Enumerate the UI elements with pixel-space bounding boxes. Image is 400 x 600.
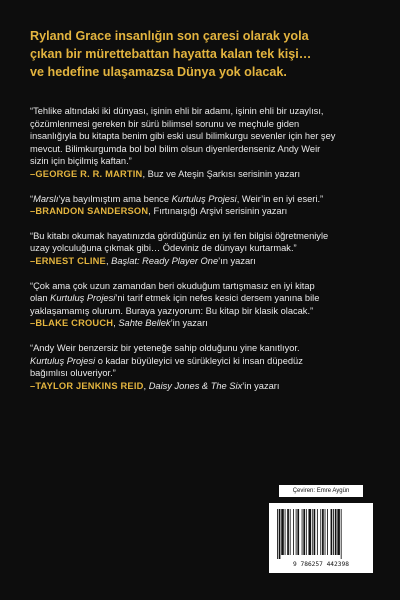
blurb-author: –BLAKE CROUCH bbox=[30, 318, 114, 329]
barcode-bar bbox=[333, 509, 334, 555]
translator-label: Çeviren: Emre Aygün bbox=[279, 485, 363, 497]
blurb-source: ’in yazarı bbox=[242, 380, 280, 391]
barcode-bar bbox=[322, 509, 324, 555]
blurb-blake-crouch bbox=[30, 280, 380, 330]
headline-line: ve hedefine ulaşamazsa Dünya yok olacak. bbox=[30, 65, 287, 79]
blurb-list bbox=[30, 105, 380, 404]
barcode-bar bbox=[337, 509, 340, 555]
blurb-text-line: mevcut. Bilimkurgumda bol bol bilim olsun diyenlerdenseniz Andy Weir bbox=[30, 143, 321, 154]
blurb-book-title: Daisy Jones & The Six bbox=[148, 380, 243, 391]
blurb-author: –BRANDON SANDERSON bbox=[30, 206, 149, 217]
barcode-bar bbox=[317, 509, 318, 555]
blurb-text-line: “Andy Weir benzersiz bir yeteneğe sahip olduğunu yine kanıtlıyor. bbox=[30, 342, 300, 353]
barcode-bar bbox=[331, 509, 333, 555]
blurb-book-title: Kurtuluş Projesi bbox=[171, 193, 237, 204]
barcode-bar bbox=[287, 509, 289, 555]
barcode-graphic bbox=[277, 509, 365, 559]
barcode-bar bbox=[341, 509, 342, 559]
barcode-bar bbox=[302, 509, 303, 555]
blurb-text: , Weir’in en iyi eseri.” bbox=[236, 193, 324, 204]
barcode-bar bbox=[306, 509, 307, 555]
barcode-bar bbox=[320, 509, 321, 555]
blurb-attribution bbox=[30, 255, 380, 268]
blurb-text: “ bbox=[30, 193, 34, 204]
blurb-taylor-jenkins-reid bbox=[30, 342, 380, 392]
blurb-text-line: bağımlısı oluveriyor.” bbox=[30, 368, 116, 379]
blurb-source: , Fırtınaışığı Arşivi serisinin yazarı bbox=[148, 206, 288, 217]
barcode-bar bbox=[290, 509, 291, 555]
barcode-bar bbox=[325, 509, 326, 555]
blurb-book-title: Kurtuluş Projesi bbox=[30, 355, 96, 366]
barcode-bar bbox=[312, 509, 313, 555]
blurb-text-line: çözümlenmesi gereken bir sürü bilimsel sorunu ve meçhule giden bbox=[30, 118, 300, 129]
blurb-text: o kadar büyüleyici ve sürükleyici ki insan düpedüz bbox=[95, 355, 303, 366]
blurb-source: ’in yazarı bbox=[170, 318, 208, 329]
blurb-text-line: “Çok ama çok uzun zamandan beri okuduğum tartışmasız en iyi kitap bbox=[30, 280, 315, 291]
barcode-bar bbox=[308, 509, 311, 555]
blurb-text-line: “Bu kitabı okumak hayatınızda gördüğünüz en iyi fen bilgisi öğretmeniyle bbox=[30, 230, 329, 241]
blurb-text-line: sizin için biçilmiş kaftan.” bbox=[30, 156, 132, 167]
barcode-bar bbox=[279, 509, 281, 559]
blurb-brandon-sanderson bbox=[30, 193, 380, 218]
barcode-bar bbox=[293, 509, 294, 555]
blurb-text-line: uzay yolculuğuna çıkmak gibi… Ödeviniz de dünyayı kurtarmak.” bbox=[30, 243, 297, 254]
blurb-text-line bbox=[30, 292, 380, 305]
blurb-source: ’ın yazarı bbox=[218, 255, 256, 266]
blurb-book-title: Başlat: Ready Player One bbox=[111, 255, 219, 266]
barcode-bar bbox=[277, 509, 278, 559]
blurb-text-line bbox=[30, 355, 380, 368]
blurb-separator: , bbox=[143, 380, 149, 391]
blurb-attribution bbox=[30, 205, 380, 218]
blurb-text-line bbox=[30, 193, 380, 206]
blurb-text: ’ya bayılmıştım ama bence bbox=[58, 193, 172, 204]
isbn-number: 9 786257 442398 bbox=[293, 561, 349, 568]
blurb-text-line: yaklaşamamış olurum. Buraya yazıyorum: Bu kitap bir klasik olacak.” bbox=[30, 305, 314, 316]
blurb-text-line: “Tehlike altındaki iki dünyası, işinin ehli bir adamı, işinin ehli bir uzaylısı, bbox=[30, 106, 324, 116]
barcode-bar bbox=[303, 509, 305, 555]
blurb-text: ’ni tarif etmek için nefes kesici dersem yanına bile bbox=[115, 293, 320, 304]
barcode-bar bbox=[281, 509, 284, 555]
headline-line: çıkan bir mürettebattan hayatta kalan tek kişi… bbox=[30, 47, 312, 61]
blurb-text: olan bbox=[30, 293, 51, 304]
blurb-book-title: Kurtuluş Projesi bbox=[50, 293, 116, 304]
blurb-separator: , bbox=[105, 255, 112, 266]
blurb-george-rr-martin bbox=[30, 105, 380, 181]
barcode-bar bbox=[297, 509, 299, 555]
barcode-bar bbox=[335, 509, 337, 555]
blurb-author: –GEORGE R. R. MARTIN bbox=[30, 168, 143, 179]
blurb-separator: , bbox=[113, 318, 119, 329]
barcode-bar bbox=[314, 509, 316, 555]
blurb-ernest-cline bbox=[30, 230, 380, 268]
blurb-book-title: Marslı bbox=[33, 193, 59, 204]
blurb-attribution bbox=[30, 168, 380, 181]
blurb-author: –TAYLOR JENKINS REID bbox=[30, 380, 144, 391]
blurb-attribution bbox=[30, 317, 380, 330]
blurb-book-title: Sahte Bellek bbox=[118, 318, 171, 329]
barcode-bar bbox=[327, 509, 328, 555]
isbn-barcode bbox=[269, 503, 373, 573]
cover-headline bbox=[30, 27, 375, 81]
blurb-text-line: insanlığıyla bu kitapta benim gibi eski usul bilimkurgu sevenler için her şey bbox=[30, 131, 336, 142]
blurb-author: –ERNEST CLINE bbox=[30, 255, 106, 266]
barcode-bar bbox=[296, 509, 297, 555]
headline-line: Ryland Grace insanlığın son çaresi olarak yola bbox=[30, 29, 309, 43]
barcode-bar bbox=[285, 509, 286, 555]
blurb-attribution bbox=[30, 380, 380, 393]
blurb-source: , Buz ve Ateşin Şarkısı serisinin yazarı bbox=[142, 168, 301, 179]
